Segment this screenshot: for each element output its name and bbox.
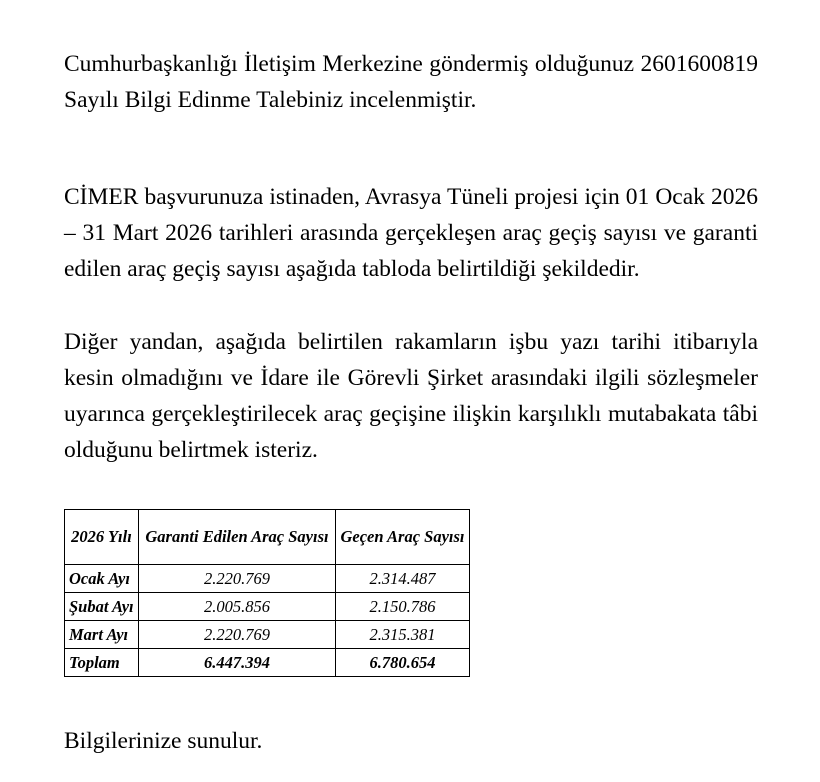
table-row-total: [65, 649, 470, 677]
table-row: [65, 565, 470, 593]
table-header-year: 2026 Yılı: [65, 510, 139, 565]
paragraph-scope: CİMER başvurunuza istinaden, Avrasya Tüneli projesi için 01 Ocak 2026 – 31 Mart 2026 tarihleri arasında gerçekleşen araç geçiş sayısı ve garanti edilen araç geçiş sayısı aşağıda tabloda belirtildiği şekildedir.: [64, 183, 758, 282]
row-label-ocak: Ocak Ayı: [65, 565, 139, 593]
table-row: [65, 593, 470, 621]
cell-guaranteed-ocak: 2.220.769: [139, 565, 336, 593]
cell-guaranteed-subat: 2.005.856: [139, 593, 336, 621]
cell-actual-mart: 2.315.381: [336, 621, 470, 649]
table-header-actual: Geçen Araç Sayısı: [336, 510, 470, 565]
cell-actual-ocak: 2.314.487: [336, 565, 470, 593]
vehicle-figures-table-wrapper: [64, 509, 470, 677]
row-label-toplam: Toplam: [65, 649, 139, 677]
row-label-mart: Mart Ayı: [65, 621, 139, 649]
cell-actual-subat: 2.150.786: [336, 593, 470, 621]
row-label-subat: Şubat Ayı: [65, 593, 139, 621]
paragraph-disclaimer: Diğer yandan, aşağıda belirtilen rakamların işbu yazı tarihi itibarıyla kesin olmadığını ve İdare ile Görevli Şirket arasındaki ilgili sözleşmeler uyarınca gerçekleştirilecek araç geçişine ilişkin karşılıklı mutabakata tâbi olduğunu belirtmek isteriz.: [64, 328, 758, 463]
table-header-row: [65, 510, 470, 565]
vehicle-figures-table: [64, 509, 470, 677]
table-header: [65, 510, 470, 565]
paragraph-intro: Cumhurbaşkanlığı İletişim Merkezine göndermiş olduğunuz 2601600819 Sayılı Bilgi Edinme Talebiniz incelenmiştir.: [64, 50, 758, 113]
cell-guaranteed-toplam: 6.447.394: [139, 649, 336, 677]
paragraph-closing: Bilgilerinize sunulur.: [64, 727, 263, 754]
cell-actual-toplam: 6.780.654: [336, 649, 470, 677]
table-header-guaranteed: Garanti Edilen Araç Sayısı: [139, 510, 336, 565]
table-row: [65, 621, 470, 649]
table-body: [65, 565, 470, 677]
cell-guaranteed-mart: 2.220.769: [139, 621, 336, 649]
